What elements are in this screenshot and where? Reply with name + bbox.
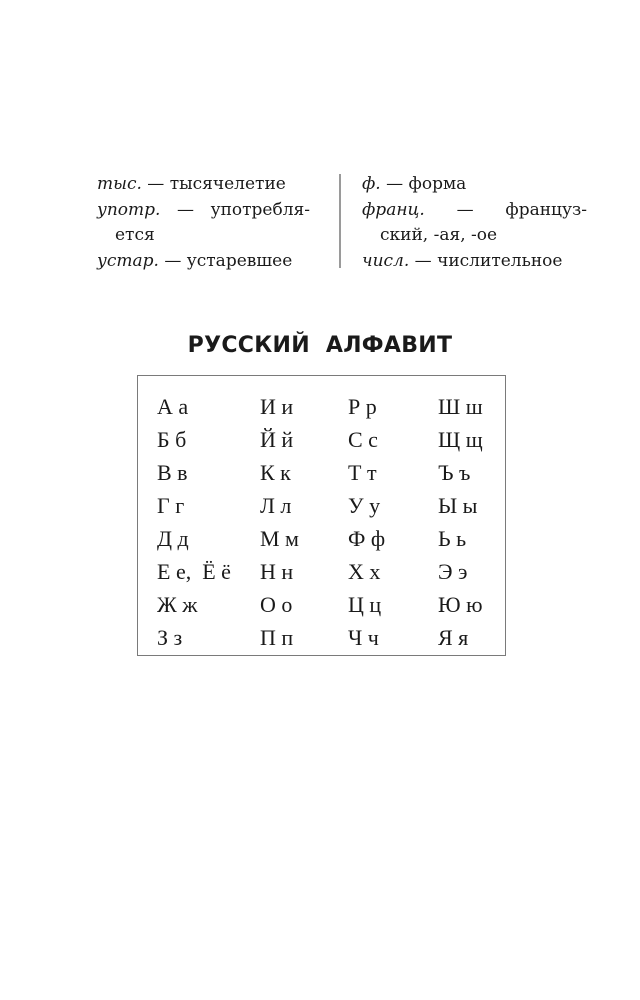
letter-pair: Ю ю: [438, 592, 483, 617]
letter-pair: Г г: [157, 493, 185, 518]
letter-pair: Ч ч: [348, 625, 379, 650]
letter-pair: Н н: [260, 559, 294, 584]
alphabet-table: [137, 375, 506, 656]
letter-pair: Щ щ: [438, 427, 483, 452]
alphabet-title: РУССКИЙ АЛФАВИТ: [187, 333, 453, 358]
alphabet-column: [348, 390, 385, 654]
letter-pair: О о: [260, 592, 293, 617]
abbreviation-term: тыс.: [97, 174, 142, 194]
letter-pair: Т т: [348, 460, 377, 485]
abbreviation-continuation: ется: [115, 225, 155, 245]
abbreviations-list: [97, 172, 587, 272]
abbreviation-meaning: француз-: [505, 199, 587, 220]
letter-pair: П п: [260, 625, 294, 650]
abbreviation-dash: —: [409, 250, 438, 271]
abbreviations-left-column: [97, 172, 310, 274]
letter-pair: В в: [157, 460, 188, 485]
abbreviations-right-column: [362, 172, 587, 274]
letter-pair: У у: [348, 493, 381, 518]
abbreviation-meaning: устаревшее: [186, 250, 293, 271]
letter-pair: Е е, Ё ё: [157, 559, 231, 584]
column-divider: [339, 174, 341, 268]
letter-pair: Я я: [438, 625, 469, 650]
abbreviation-dash: —: [456, 199, 474, 220]
letter-pair: Ш ш: [438, 394, 483, 419]
letter-pair: И и: [260, 394, 294, 419]
abbreviation-entry: [362, 198, 587, 224]
abbreviation-dash: —: [158, 250, 187, 271]
letter-pair: З з: [157, 625, 183, 650]
alphabet-column: [438, 390, 483, 654]
letter-pair: Ж ж: [157, 592, 198, 617]
abbreviation-dash: —: [141, 174, 170, 194]
alphabet-column: [260, 390, 299, 654]
letter-pair: Б б: [157, 427, 187, 452]
abbreviation-term: числ.: [362, 250, 410, 271]
abbreviation-meaning: числительное: [437, 250, 563, 271]
abbreviation-meaning: тысячелетие: [169, 174, 286, 194]
letter-pair: К к: [260, 460, 291, 485]
letter-pair: М м: [260, 526, 299, 551]
abbreviation-term: ф.: [362, 174, 381, 194]
abbreviation-entry: [362, 249, 587, 275]
abbreviation-continuation: ский, -ая, -ое: [380, 225, 498, 245]
letter-pair: Ф ф: [348, 526, 386, 551]
letter-pair: Ы ы: [438, 493, 478, 518]
abbreviation-meaning: употребля-: [210, 199, 310, 220]
letter-pair: А а: [157, 394, 189, 419]
abbreviation-dash: —: [177, 199, 195, 220]
letter-pair: Х х: [348, 559, 381, 584]
abbreviation-meaning: форма: [408, 174, 467, 194]
alphabet-column: [157, 390, 231, 654]
abbreviation-entry: [362, 172, 587, 198]
abbreviation-entry: [97, 198, 310, 224]
letter-pair: Й й: [260, 427, 294, 452]
abbreviation-term: франц.: [362, 199, 425, 220]
abbreviation-term: употр.: [97, 199, 161, 220]
abbreviation-entry: [97, 249, 310, 275]
letter-pair: Л л: [260, 493, 292, 518]
letter-pair: Ъ ъ: [438, 460, 471, 485]
letter-pair: Э э: [438, 559, 468, 584]
letter-pair: Ь ь: [438, 526, 467, 551]
letter-pair: Ц ц: [348, 592, 382, 617]
letter-pair: Р р: [348, 394, 377, 419]
abbreviation-entry: [97, 172, 310, 198]
letter-pair: Д д: [157, 526, 189, 551]
abbreviation-term: устар.: [97, 250, 159, 271]
abbreviation-dash: —: [380, 174, 409, 194]
letter-pair: С с: [348, 427, 378, 452]
